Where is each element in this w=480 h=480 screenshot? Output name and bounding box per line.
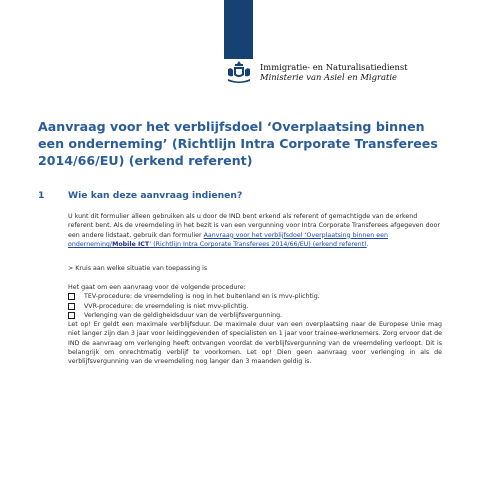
org-name: Immigratie- en Naturalisatiedienst xyxy=(260,62,408,72)
option-label: Verlenging van de geldigheidsduur van de verblijfsvergunning. xyxy=(84,311,283,319)
option-verlenging[interactable] xyxy=(68,311,442,320)
option-label: TEV-procedure: de vreemdeling is nog in het buitenland en is mvv-plichtig. xyxy=(84,293,320,301)
section-heading: Wie kan deze aanvraag indienen? xyxy=(68,190,243,201)
intro-text: U kunt dit formulier alleen gebruiken als u door de IND bent erkend als referent of gemachtigde van de erkend referent bent. Als de vreemdeling in het bezit is van een vergunning voor Intra Corporate Transferees afgegeven door een andere lidstaat, gebruik dan formulier xyxy=(68,213,440,239)
procedure-question: Het gaat om een aanvraag voor de volgende procedure: xyxy=(68,284,246,291)
intro-paragraph xyxy=(68,212,442,249)
procedure-block xyxy=(68,283,442,367)
ministry-name: Ministerie van Asiel en Migratie xyxy=(260,72,397,83)
logo-ribbon xyxy=(224,0,253,59)
organization-name xyxy=(260,62,408,83)
form-link-part1: Aanvraag voor het verblijfsdoel ‘Overplaatsing binnen een onderneming/ xyxy=(68,231,388,248)
section-number: 1 xyxy=(38,190,45,201)
form-link-bold: Mobile ICT xyxy=(112,240,150,248)
instruction: > Kruis aan welke situatie van toepassing is xyxy=(68,265,208,272)
intro-end: . xyxy=(366,240,369,248)
option-tev[interactable] xyxy=(68,292,442,301)
tev-checkbox[interactable] xyxy=(68,293,75,300)
option-vvr[interactable] xyxy=(68,302,442,311)
option-label: VVR-procedure: de vreemdeling is niet mvv-plichtig. xyxy=(84,302,249,310)
page-title: Aanvraag voor het verblijfsdoel ‘Overplaatsing binnen een onderneming’ (Richtlijn Intra Corporate Transferees 2014/66/EU) (erkend referent) xyxy=(38,119,438,168)
vvr-checkbox[interactable] xyxy=(68,303,75,310)
royal-coat-of-arms-icon xyxy=(226,60,252,84)
verlenging-checkbox[interactable] xyxy=(68,312,75,319)
form-link-part2: ’ (Richtlijn Intra Corporate Transferees 2014/66/EU) (erkend referent) xyxy=(149,240,367,248)
warning-note: Let op! Er geldt een maximale verblijfsduur. De maximale duur van een overplaatsing naar de Europese Unie mag niet langer zijn dan 3 jaar voor leidinggevenden of specialisten en 1 jaar voor trainee-werknemers. Zorg ervoor dat de IND de aanvraag om verlenging heeft ontvangen voordat de verblijfsvergunning van de vreemdeling verloopt. Dit is belangrijk om onrechtmatig verblijf te voorkomen. Let op! Dien geen aanvraag voor verlenging in als de verblijfsvergunning van de vreemdeling nog langer dan 3 maanden geldig is. xyxy=(68,321,442,366)
